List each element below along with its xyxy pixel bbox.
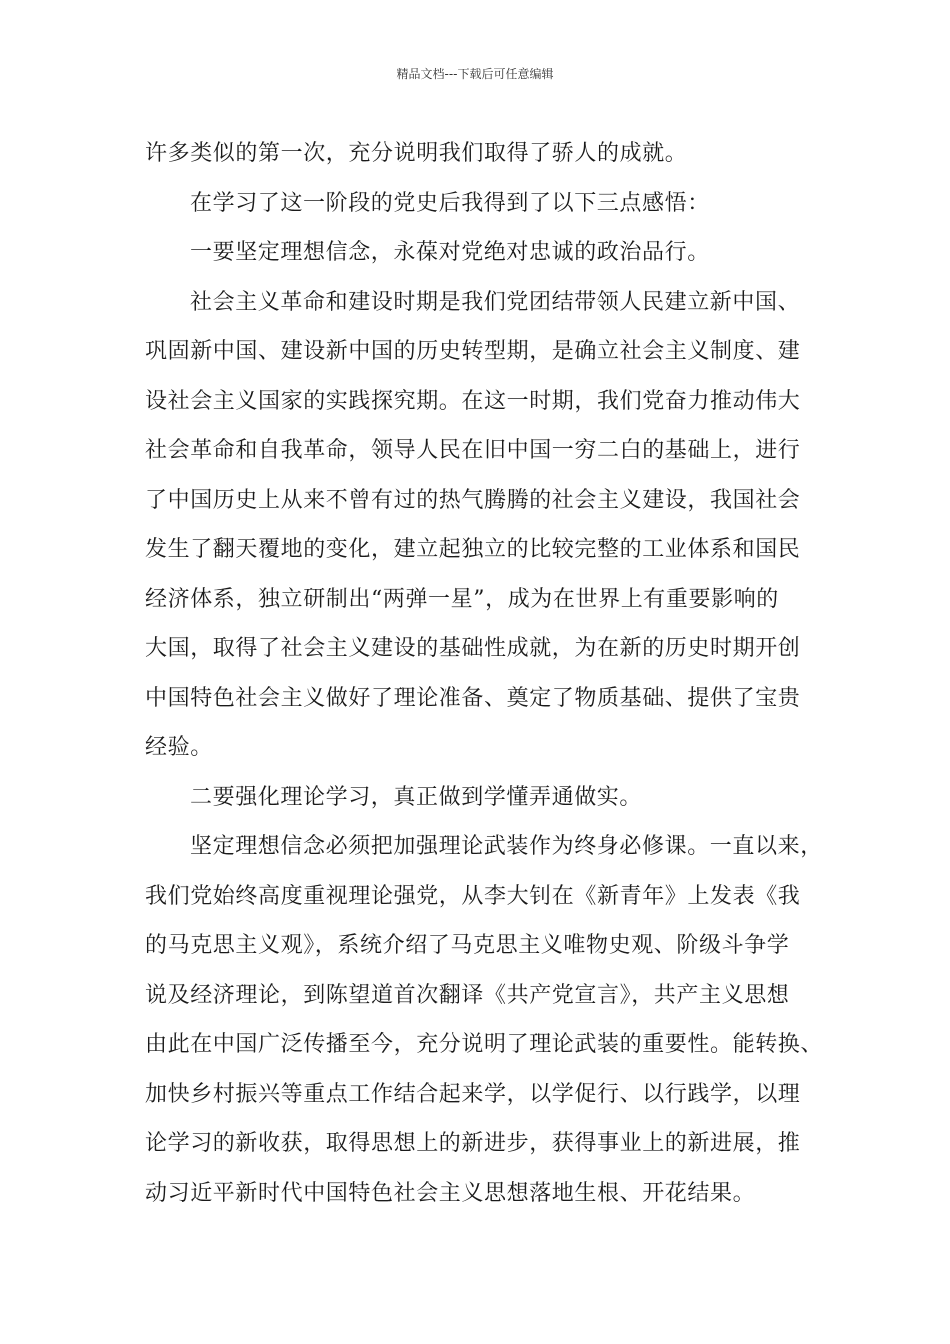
text-line: 一要坚定理想信念，永葆对党绝对忠诚的政治品行。 (190, 240, 710, 265)
text-line: 加快乡村振兴等重点工作结合起来学，以学促行、以行践学，以理 (145, 1081, 801, 1107)
text-line: 论学习的新收获，取得思想上的新进步，获得事业上的新进展，推 (145, 1131, 801, 1156)
text-line: 巩固新中国、建设新中国的历史转型期，是确立社会主义制度、建 (145, 339, 801, 364)
text-line: 说及经济理论，到陈望道首次翻译《共产党宣言》，共产主义思想 (145, 982, 790, 1008)
text-line: 坚定理想信念必须把加强理论武装作为终身必修课。一直以来， (190, 834, 823, 859)
document-body (145, 129, 837, 1218)
paragraph (145, 278, 837, 773)
text-line: 二要强化理论学习，真正做到学懂弄通做实。 (190, 784, 643, 810)
text-line: 中国特色社会主义做好了理论准备、奠定了物质基础、提供了宝贵 (145, 685, 801, 711)
text-line: 经验。 (145, 735, 213, 760)
paragraph (145, 179, 837, 229)
text-line: 经济体系，独立研制出“两弹一星”，成为在世界上有重要影响的 (145, 586, 779, 612)
paragraph (145, 822, 837, 1218)
text-line: 了中国历史上从来不曾有过的热气腾腾的社会主义建设，我国社会 (145, 487, 801, 513)
text-line: 许多类似的第一次，充分说明我们取得了骄人的成就。 (145, 141, 688, 166)
text-line: 设社会主义国家的实践探究期。在这一时期，我们党奋力推动伟大 (145, 388, 801, 414)
text-line: 在学习了这一阶段的党史后我得到了以下三点感悟： (190, 190, 710, 216)
section-heading-paragraph (145, 773, 837, 823)
text-line: 社会革命和自我革命，领导人民在旧中国一穷二白的基础上，进行 (145, 438, 801, 463)
text-line: 的马克思主义观》，系统介绍了马克思主义唯物史观、阶级斗争学 (145, 933, 790, 958)
text-line: 大国，取得了社会主义建设的基础性成就，为在新的历史时期开创 (145, 636, 801, 661)
text-line: 发生了翻天覆地的变化，建立起独立的比较完整的工业体系和国民 (145, 537, 801, 562)
page-header: 精品文档---下载后可任意编辑 (396, 67, 554, 81)
text-line: 动习近平新时代中国特色社会主义思想落地生根、开花结果。 (145, 1180, 756, 1206)
text-line: 社会主义革命和建设时期是我们党团结带领人民建立新中国、 (190, 289, 801, 315)
text-line: 由此在中国广泛传播至今，充分说明了理论武装的重要性。能转换、 (145, 1032, 824, 1057)
section-heading-paragraph (145, 228, 837, 278)
text-line: 我们党始终高度重视理论强党，从李大钊在《新青年》上发表《我 (145, 883, 801, 909)
paragraph (145, 129, 837, 179)
